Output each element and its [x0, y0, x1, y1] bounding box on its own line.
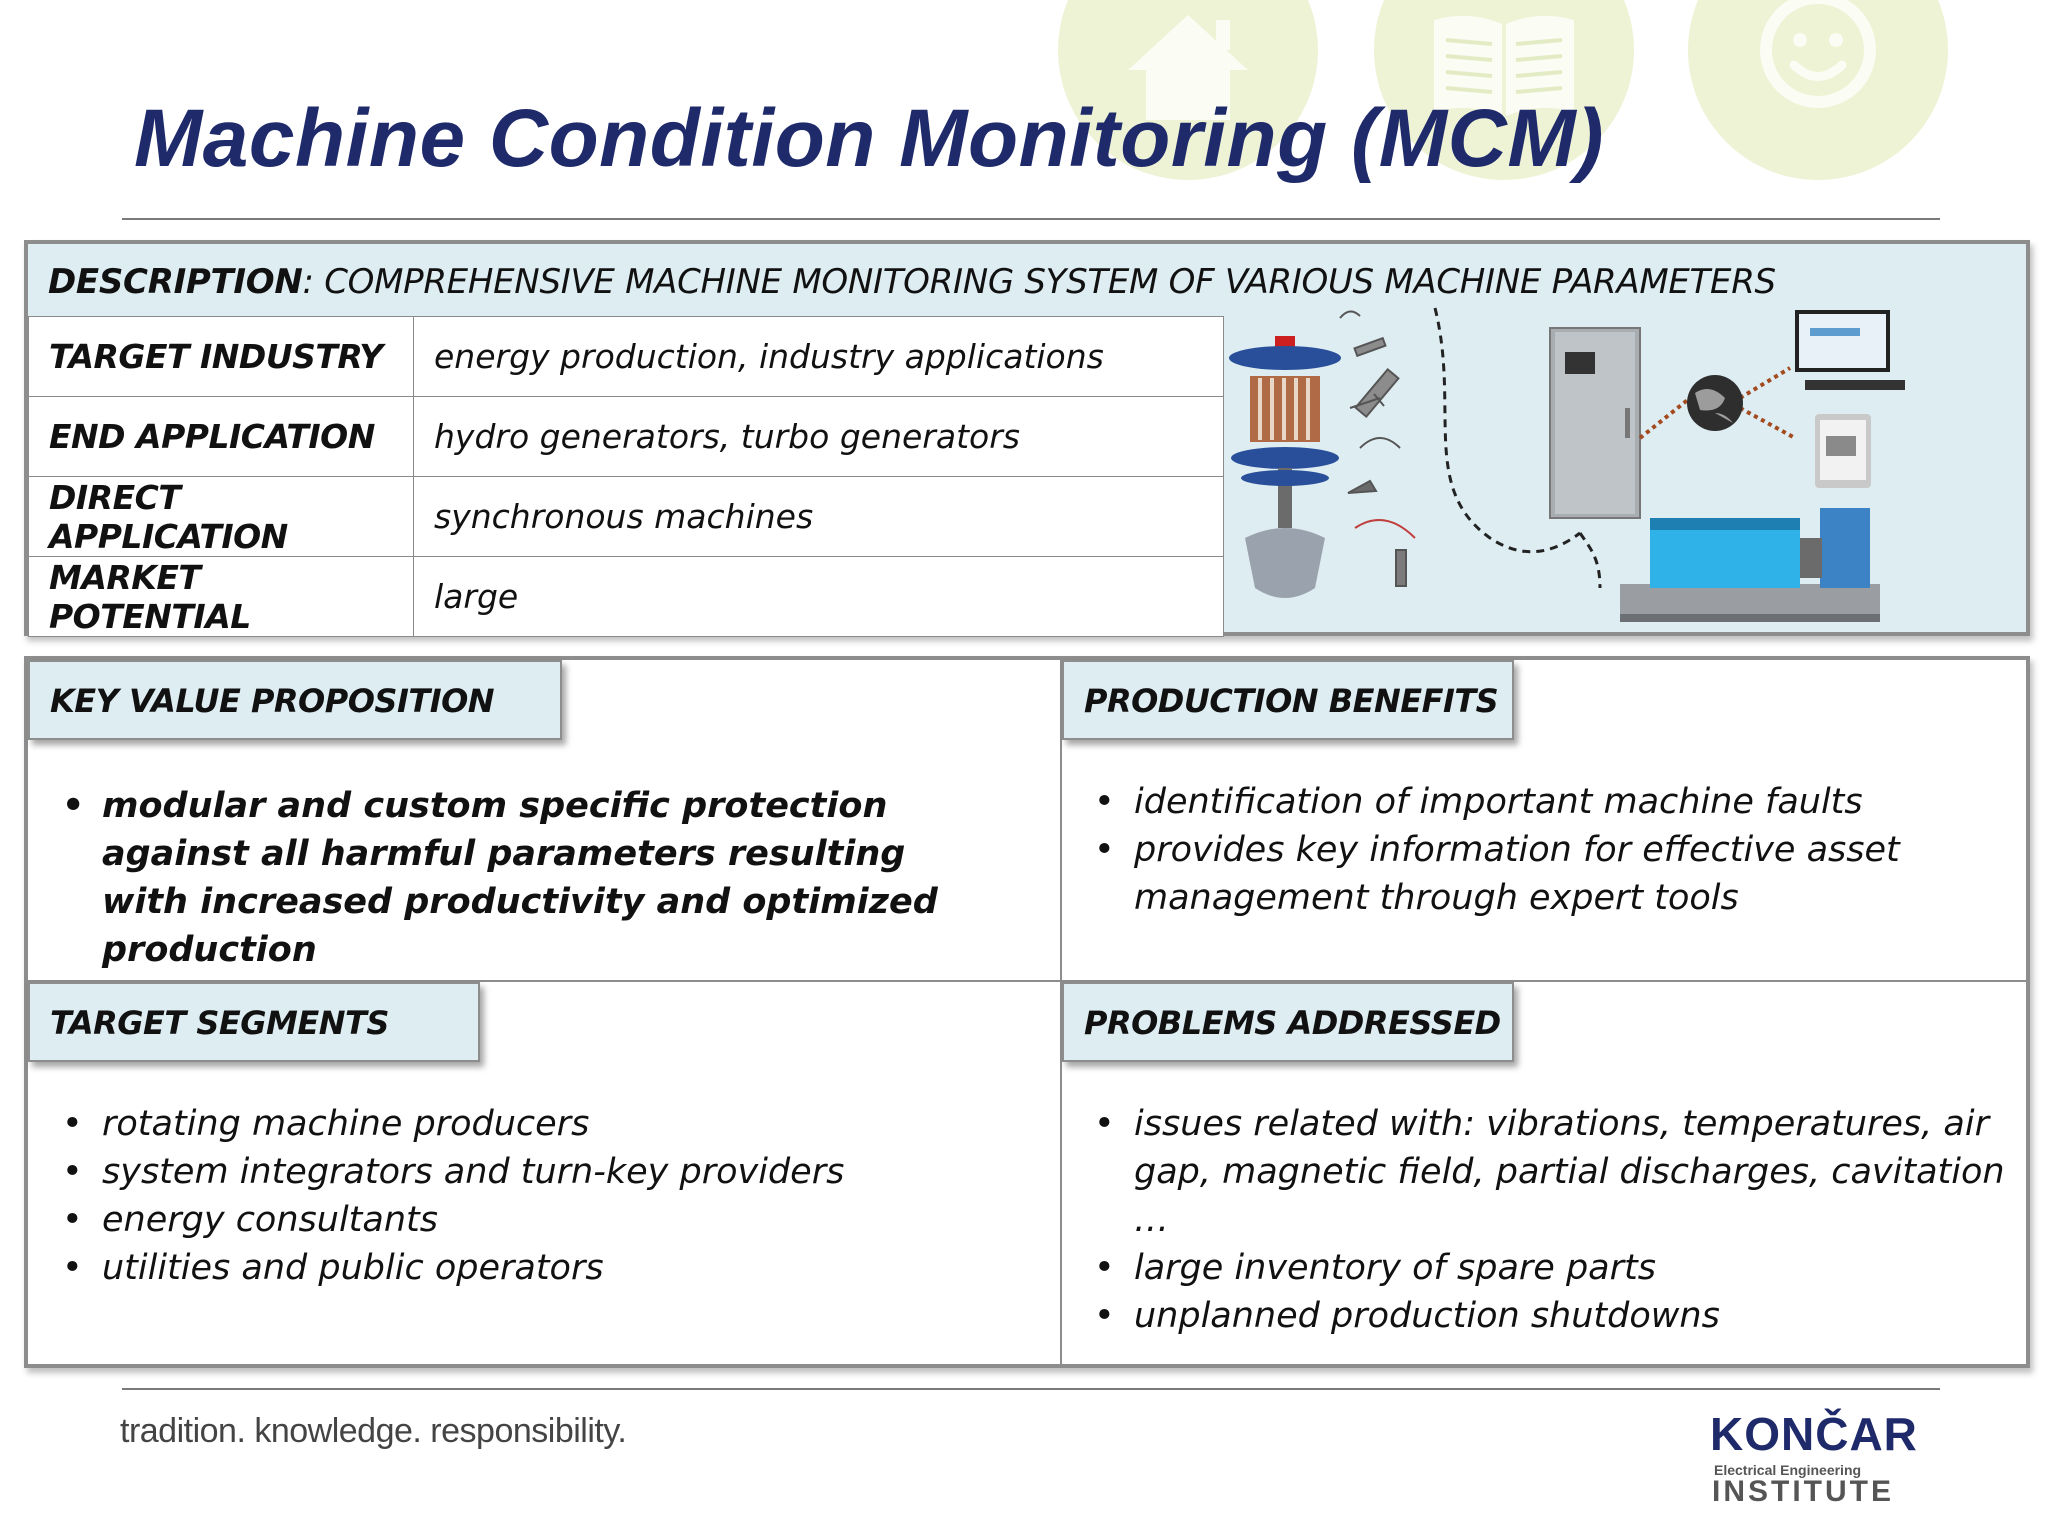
table-row [29, 317, 1224, 397]
key-value-list [62, 782, 982, 974]
list-item: • system integrators and turn-key providers [62, 1148, 1022, 1196]
problems-addressed-header: PROBLEMS ADDRESSED [1062, 982, 1514, 1062]
details-grid [24, 656, 2030, 1368]
table-row [29, 477, 1224, 557]
table-row [29, 557, 1224, 637]
tablet-image [1815, 414, 1871, 488]
list-item: • issues related with: vibrations, temperatures, air gap, magnetic field, partial discharges, cavitation … [1094, 1100, 2014, 1244]
page-title: Machine Condition Monitoring (MCM) [134, 93, 1604, 184]
system-illustration [1220, 288, 1920, 632]
info-table [28, 316, 1224, 637]
cabinet-image [1550, 328, 1640, 518]
row-value: large [414, 557, 1224, 637]
title-divider [122, 218, 1940, 220]
row-key: END APPLICATION [29, 397, 414, 477]
machine-image [1620, 508, 1880, 622]
smiley-icon [1688, 0, 1948, 180]
list-item: • unplanned production shutdowns [1094, 1292, 2014, 1340]
key-value-proposition-header: KEY VALUE PROPOSITION [28, 660, 562, 740]
list-item: • rotating machine producers [62, 1100, 1022, 1148]
footer-divider [122, 1388, 1940, 1390]
description-text: : COMPREHENSIVE MACHINE MONITORING SYSTEM OF VARIOUS MACHINE PARAMETERS [302, 262, 1776, 302]
row-key: DIRECT APPLICATION [29, 477, 414, 557]
tagline: tradition. knowledge. responsibility. [120, 1412, 627, 1450]
target-segments-header: TARGET SEGMENTS [28, 982, 480, 1062]
sensors-image [1340, 311, 1415, 586]
production-benefits-header: PRODUCTION BENEFITS [1062, 660, 1514, 740]
production-benefits-list [1094, 778, 1994, 922]
row-value: energy production, industry applications [414, 317, 1224, 397]
row-value: synchronous machines [414, 477, 1224, 557]
row-value: hydro generators, turbo generators [414, 397, 1224, 477]
target-segments-list [62, 1100, 1022, 1292]
list-item: • identification of important machine faults [1094, 778, 1994, 826]
row-key: MARKET POTENTIAL [29, 557, 414, 637]
logo-name: KONČAR [1710, 1408, 1918, 1460]
computer-image [1795, 310, 1905, 390]
row-key: TARGET INDUSTRY [29, 317, 414, 397]
problems-addressed-list [1094, 1100, 2014, 1340]
list-item: • utilities and public operators [62, 1244, 1022, 1292]
generator-rotor-image [1229, 336, 1341, 598]
list-item: • energy consultants [62, 1196, 1022, 1244]
description-label: DESCRIPTION [48, 262, 303, 302]
list-item: • large inventory of spare parts [1094, 1244, 2014, 1292]
list-item: • provides key information for effective asset management through expert tools [1094, 826, 1994, 922]
logo-institute: INSTITUTE [1712, 1475, 1894, 1508]
koncar-logo [1710, 1410, 1950, 1506]
table-row [29, 397, 1224, 477]
list-item: • modular and custom specific protection against all harmful parameters resulting with increased productivity and optimized production [62, 782, 982, 974]
logo-subtitle: Electrical Engineering [1714, 1462, 1862, 1478]
